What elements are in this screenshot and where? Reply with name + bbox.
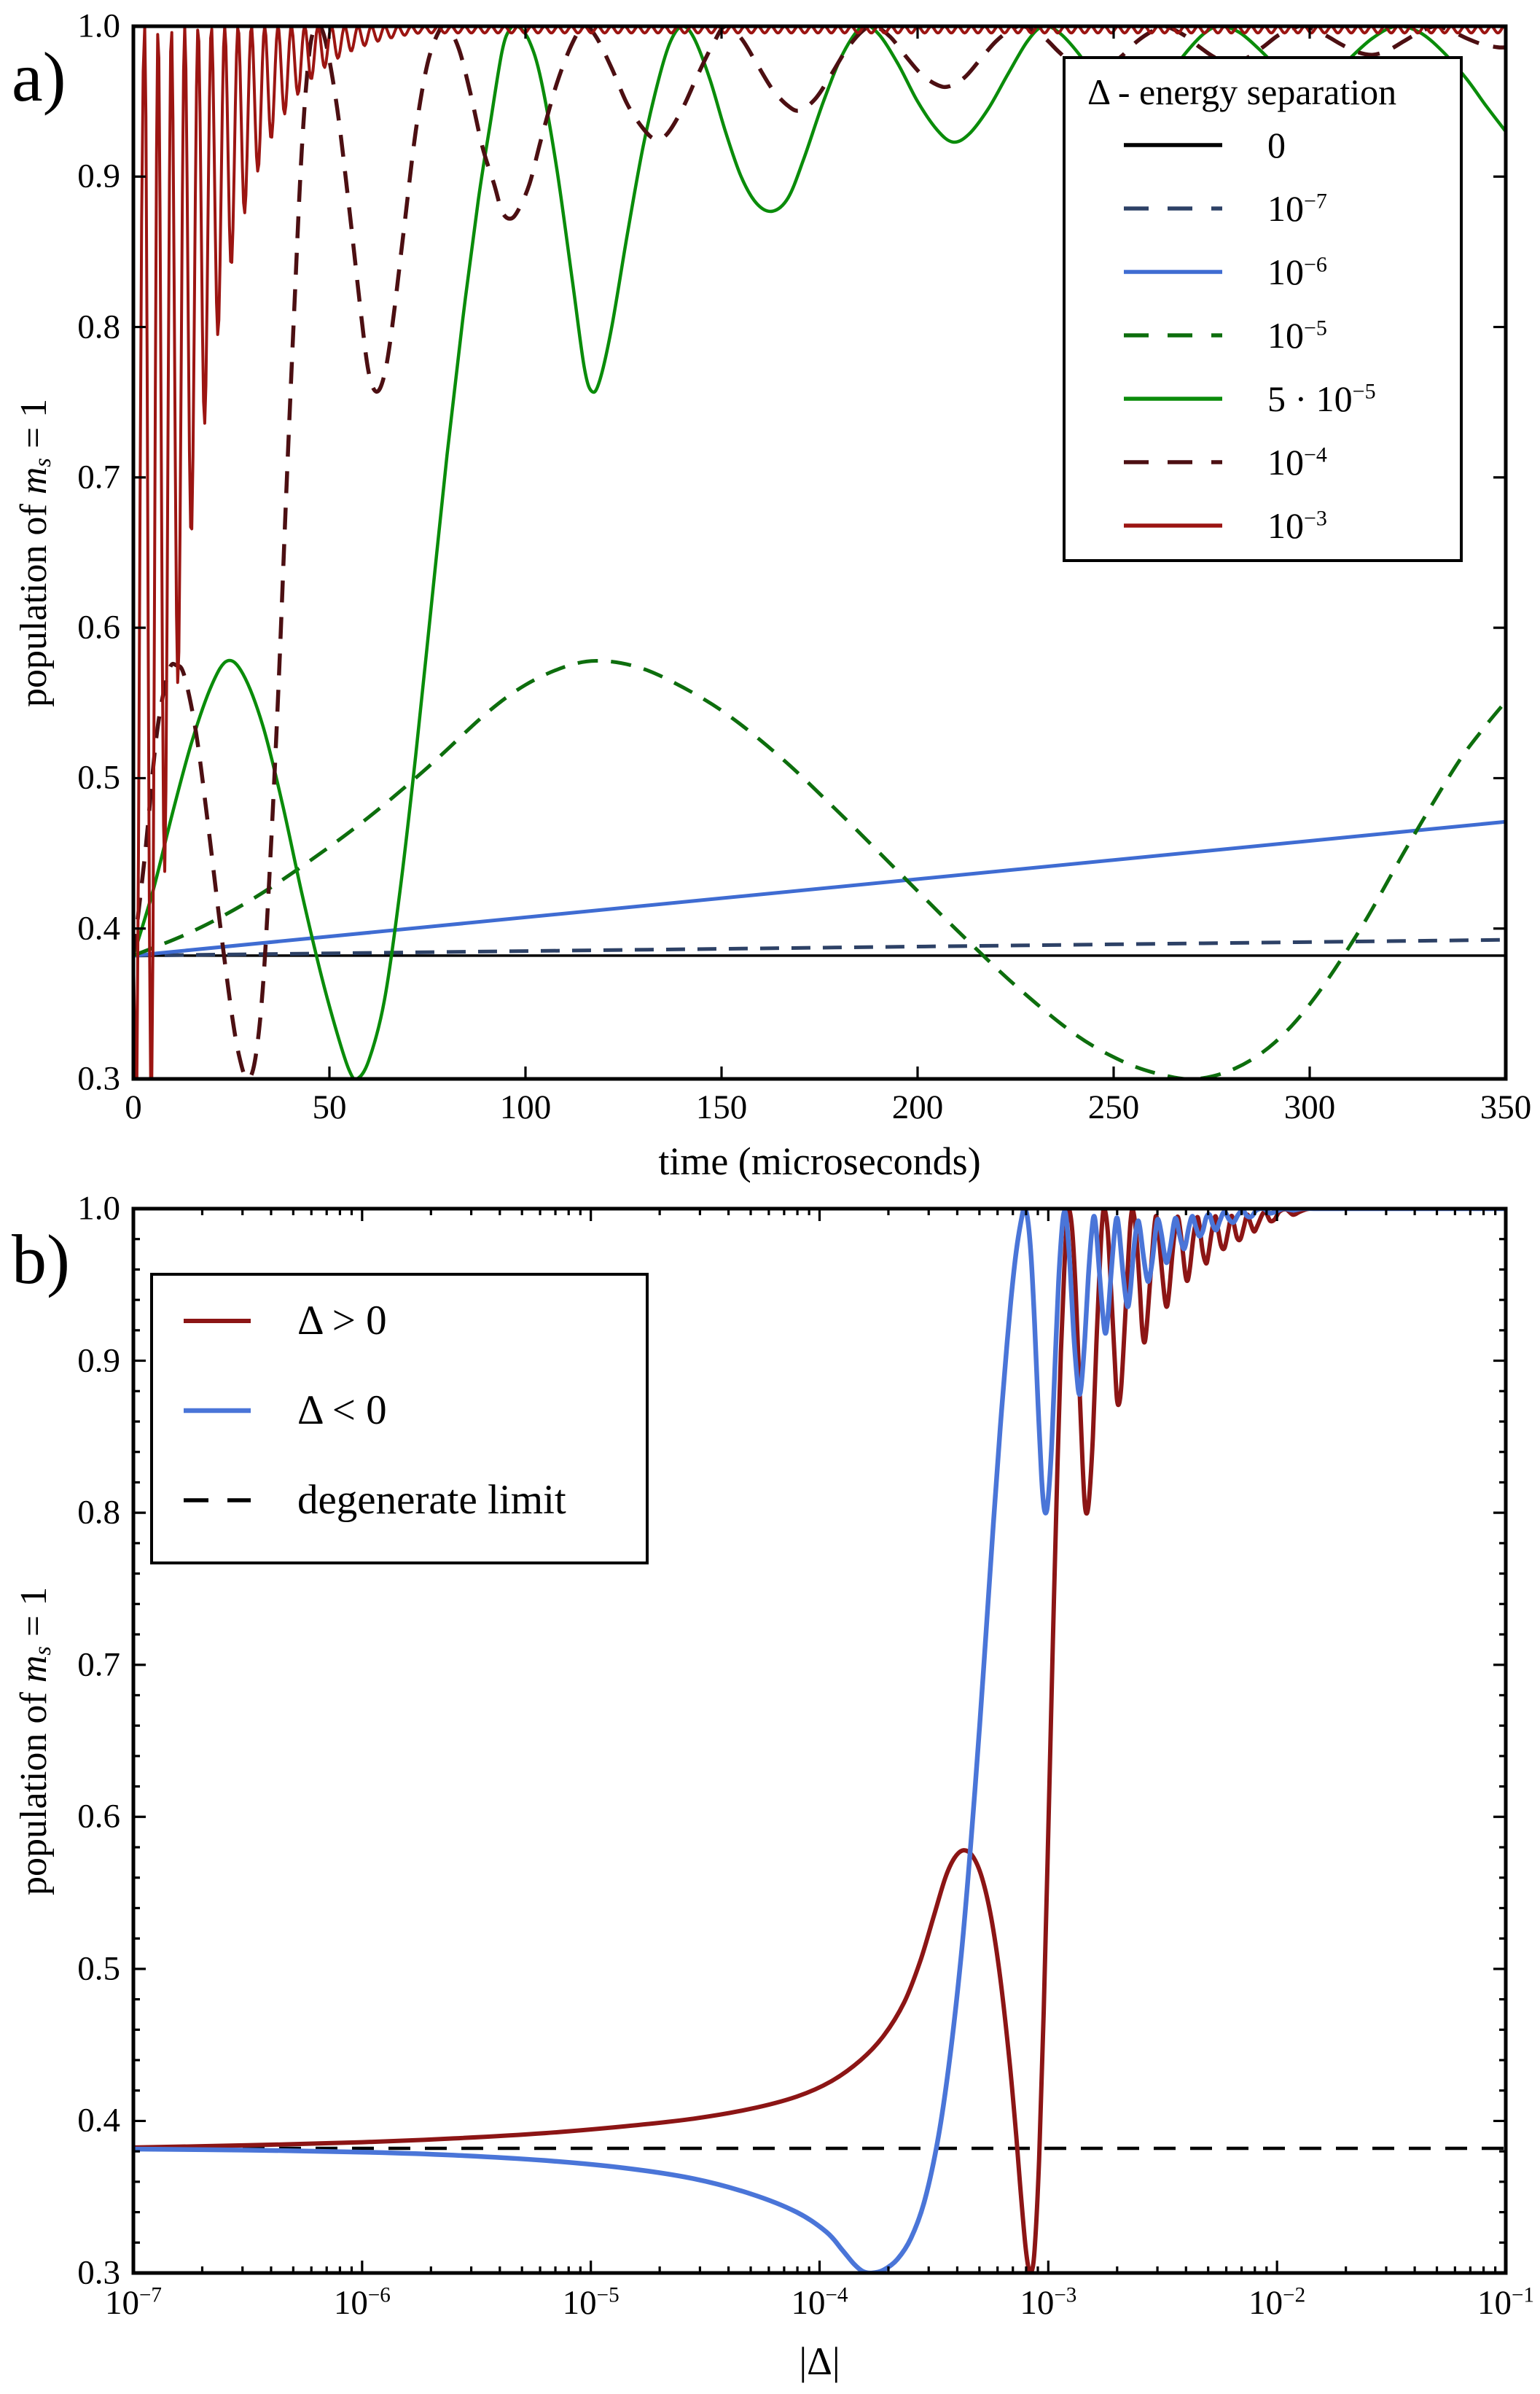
panel-b-legend (150, 1273, 649, 1564)
y-tick-label: 0.4 (77, 2101, 120, 2140)
legend-row-delta-positive (153, 1276, 646, 1365)
x-tick-text: 50 (312, 1088, 347, 1126)
x-tick-label (1480, 1088, 1532, 1126)
x-tick-text: $10^{-7}$ (105, 2283, 162, 2322)
x-tick-label (1283, 1088, 1336, 1126)
x-tick-text: $10^{-1}$ (1477, 2283, 1534, 2322)
x-tick-text: $10^{-3}$ (1020, 2283, 1077, 2322)
legend-sample-line (1124, 394, 1222, 403)
legend-row-delta-1e-3 (1066, 494, 1460, 557)
legend-sample-line (1124, 204, 1222, 213)
y-tick-label: 0.9 (77, 157, 120, 195)
x-tick-text: 300 (1283, 1088, 1336, 1126)
legend-row-delta-0 (1066, 113, 1460, 176)
legend-a-title: Δ - energy separation (1087, 71, 1397, 112)
panel-a-letter: a) (12, 38, 66, 116)
series-delta-1e-5 (133, 660, 1506, 1079)
legend-a-rows (1066, 113, 1460, 557)
x-tick-text: 0 (125, 1088, 142, 1126)
x-tick-label (499, 1088, 552, 1126)
legend-label-delta-negative: Δ < 0 (297, 1387, 387, 1433)
y-tick-label: 0.7 (77, 1645, 120, 1684)
panel-b-xlabel: |Δ| (799, 2339, 840, 2383)
x-tick-label (891, 1088, 944, 1126)
x-tick-label (1020, 2285, 1076, 2320)
legend-label-delta-1e-7: $10^{-7}$ (1267, 187, 1327, 229)
y-tick-label: 1.0 (77, 1189, 120, 1228)
x-tick-label (125, 1088, 142, 1126)
x-tick-text: 200 (891, 1088, 944, 1126)
y-tick-label: 0.5 (77, 758, 120, 797)
x-tick-text: 150 (695, 1088, 748, 1126)
y-tick-label: 0.7 (77, 458, 120, 496)
y-tick-label: 0.3 (77, 2253, 120, 2292)
legend-label-degenerate-limit: degenerate limit (297, 1477, 566, 1523)
legend-label-delta-5e-5: $5 \cdot 10^{-5}$ (1267, 378, 1376, 419)
legend-label-delta-1e-4: $10^{-4}$ (1267, 441, 1327, 483)
legend-sample-line (1124, 521, 1222, 530)
x-tick-label (312, 1088, 347, 1126)
x-tick-text: $10^{-4}$ (791, 2283, 848, 2322)
panel-a-legend (1063, 56, 1463, 562)
panel-a-xlabel: time (microseconds) (658, 1139, 981, 1183)
legend-row-delta-negative (153, 1365, 646, 1455)
x-tick-text: $10^{-5}$ (562, 2283, 619, 2322)
x-tick-label (792, 2285, 848, 2320)
legend-b-rows (153, 1276, 646, 1545)
y-tick-label: 0.5 (77, 1949, 120, 1988)
x-tick-text: 250 (1087, 1088, 1140, 1126)
legend-row-delta-1e-5 (1066, 303, 1460, 367)
x-tick-label (1248, 2285, 1305, 2320)
x-tick-label (105, 2285, 162, 2320)
legend-label-delta-1e-3: $10^{-3}$ (1267, 504, 1327, 546)
legend-sample-line (1124, 458, 1222, 467)
x-tick-text: $10^{-2}$ (1248, 2283, 1306, 2322)
y-tick-label: 0.6 (77, 608, 120, 647)
y-tick-label: 0.9 (77, 1341, 120, 1380)
x-tick-text: 350 (1480, 1088, 1532, 1126)
legend-label-delta-0: 0 (1267, 124, 1286, 165)
legend-sample-line (1124, 141, 1222, 149)
y-tick-label: 0.4 (77, 909, 120, 948)
legend-row-delta-5e-5 (1066, 367, 1460, 430)
legend-sample-line (184, 1317, 251, 1325)
panel-b-letter: b) (12, 1220, 70, 1298)
x-tick-label (334, 2285, 391, 2320)
x-tick-label (695, 1088, 748, 1126)
legend-sample-line (1124, 331, 1222, 340)
x-tick-text: 100 (499, 1088, 552, 1126)
x-tick-label (563, 2285, 619, 2320)
y-tick-label: 0.8 (77, 308, 120, 346)
y-tick-label: 0.8 (77, 1493, 120, 1532)
y-tick-label: 1.0 (77, 7, 120, 45)
x-tick-text: $10^{-6}$ (333, 2283, 391, 2322)
x-tick-label (1477, 2285, 1534, 2320)
legend-label-delta-1e-5: $10^{-5}$ (1267, 314, 1327, 356)
panel-b-ylabel: population of $m_s = 1$ (12, 1586, 56, 1895)
legend-sample-line (1124, 268, 1222, 276)
legend-label-delta-positive: Δ > 0 (297, 1298, 387, 1344)
y-tick-label: 0.3 (77, 1059, 120, 1098)
panel-a-ylabel: population of $m_s = 1$ (12, 398, 56, 707)
y-tick-label: 0.6 (77, 1797, 120, 1836)
legend-label-delta-1e-6: $10^{-6}$ (1267, 251, 1327, 292)
legend-row-degenerate-limit (153, 1455, 646, 1545)
legend-sample-line (184, 1406, 251, 1415)
legend-row-delta-1e-4 (1066, 430, 1460, 494)
legend-row-delta-1e-7 (1066, 176, 1460, 240)
x-tick-label (1087, 1088, 1140, 1126)
series-delta-1e-7 (133, 940, 1506, 956)
legend-row-delta-1e-6 (1066, 240, 1460, 303)
legend-sample-line (184, 1496, 251, 1505)
